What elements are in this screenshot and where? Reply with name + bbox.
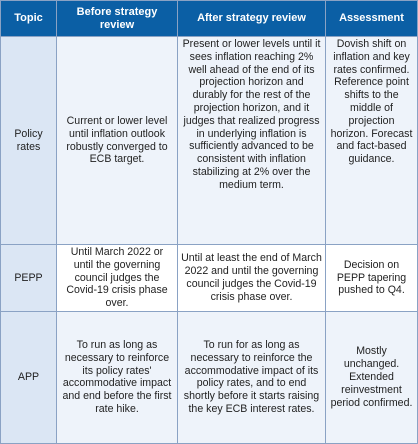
- assessment-cell: Mostly unchanged. Extended reinvestment period confirmed.: [326, 311, 418, 443]
- table-row-policy-rates: [1, 37, 418, 245]
- topic-cell: Policy rates: [1, 37, 57, 245]
- header-assessment: Assessment: [326, 1, 418, 37]
- before-cell: Current or lower level until inflation outlook robustly converged to ECB target.: [57, 37, 178, 245]
- after-cell: Present or lower levels until it sees inflation reaching 2% well ahead of the end of its projection horizon and durably for the rest of the projection horizon, and it judges that realized progress in underlying inflation is sufficiently advanced to be consistent with inflation stabilizing at 2% over the medium term.: [178, 37, 326, 245]
- header-after: After strategy review: [178, 1, 326, 37]
- table-row-app: [1, 311, 418, 443]
- assessment-cell: Decision on PEPP tapering pushed to Q4.: [326, 245, 418, 312]
- header-topic: Topic: [1, 1, 57, 37]
- table-row-pepp: [1, 245, 418, 312]
- before-cell: Until March 2022 or until the governing council judges the Covid-19 crisis phase over.: [57, 245, 178, 312]
- topic-cell: PEPP: [1, 245, 57, 312]
- assessment-cell: Dovish shift on inflation and key rates confirmed. Reference point shifts to the middle of projection horizon. Forecast and fact-based guidance.: [326, 37, 418, 245]
- topic-cell: APP: [1, 311, 57, 443]
- header-before: Before strategy review: [57, 1, 178, 37]
- after-cell: Until at least the end of March 2022 and until the governing council judges the Covid-19 crisis phase over.: [178, 245, 326, 312]
- after-cell: To run for as long as necessary to reinforce the accommodative impact of its policy rates, and to end shortly before it starts raising the key ECB interest rates.: [178, 311, 326, 443]
- before-cell: To run as long as necessary to reinforce its policy rates' accommodative impact and end before the first rate hike.: [57, 311, 178, 443]
- header-row: [1, 1, 418, 37]
